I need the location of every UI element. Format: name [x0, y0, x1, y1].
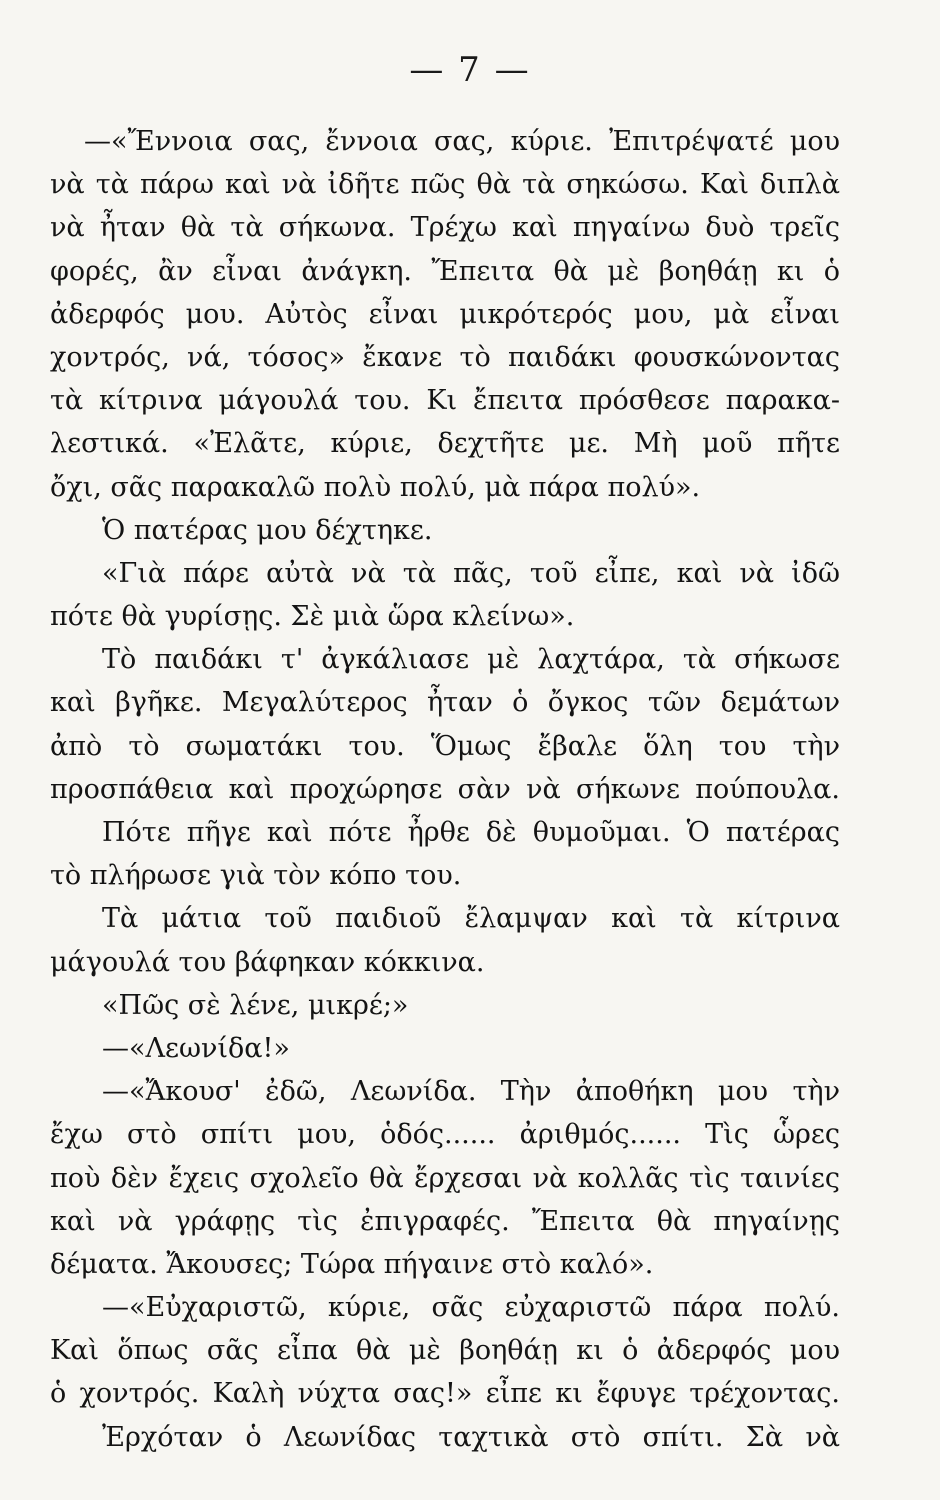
- text-line: λεστικά. «Ἐλᾶτε, κύριε, δεχτῆτε με. Μὴ μοῦ πῆτε: [50, 428, 840, 460]
- text-line: πότε θὰ γυρίσῃς. Σὲ μιὰ ὥρα κλείνω».: [50, 601, 575, 633]
- text-line: δέματα. Ἄκουσες; Τώρα πήγαινε στὸ καλό».: [50, 1248, 654, 1280]
- text-line: Πότε πῆγε καὶ πότε ἦρθε δὲ θυμοῦμαι. Ὁ πατέρας: [102, 817, 840, 848]
- text-line: ποὺ δὲν ἔχεις σχολεῖο θὰ ἔρχεσαι νὰ κολλᾶς τὶς ταινίες: [50, 1162, 840, 1194]
- text-line: Ἐρχόταν ὁ Λεωνίδας ταχτικὰ στὸ σπίτι. Σὰ νὰ: [102, 1421, 840, 1453]
- text-line: ὁ χοντρός. Καλὴ νύχτα σας!» εἶπε κι ἔφυγε τρέχοντας.: [50, 1378, 840, 1410]
- text-line: καὶ βγῆκε. Μεγαλύτερος ἦταν ὁ ὄγκος τῶν δεμάτων: [50, 687, 840, 719]
- text-line: Ὁ πατέρας μου δέχτηκε.: [102, 514, 433, 546]
- text-line: —«Εὐχαριστῶ, κύριε, σᾶς εὐχαριστῶ πάρα πολύ.: [102, 1292, 840, 1324]
- text-line: νὰ ἦταν θὰ τὰ σήκωνα. Τρέχω καὶ πηγαίνω δυὸ τρεῖς: [50, 212, 840, 244]
- text-line: Καὶ ὅπως σᾶς εἶπα θὰ μὲ βοηθάῃ κι ὁ ἀδερφός μου: [50, 1335, 840, 1367]
- text-line: Τὰ μάτια τοῦ παιδιοῦ ἔλαμψαν καὶ τὰ κίτρινα: [102, 903, 840, 935]
- text-line: τὰ κίτρινα μάγουλά του. Κι ἔπειτα πρόσθεσε παρακα-: [50, 385, 840, 417]
- text-line: Τὸ παιδάκι τ' ἀγκάλιασε μὲ λαχτάρα, τὰ σήκωσε: [102, 644, 840, 676]
- text-line: ὄχι, σᾶς παρακαλῶ πολὺ πολύ, μὰ πάρα πολύ».: [50, 471, 701, 503]
- text-line: καὶ νὰ γράφῃς τὶς ἐπιγραφές. Ἔπειτα θὰ πηγαίνῃς: [50, 1205, 840, 1237]
- text-line: ἀδερφός μου. Αὐτὸς εἶναι μικρότερός μου, μὰ εἶναι: [50, 298, 840, 330]
- text-line: —«Ἄκουσ' ἐδῶ, Λεωνίδα. Τὴν ἀποθήκη μου τὴν: [102, 1076, 840, 1108]
- text-line: τὸ πλήρωσε γιὰ τὸν κόπο του.: [50, 860, 462, 892]
- text-line: φορές, ἂν εἶναι ἀνάγκη. Ἔπειτα θὰ μὲ βοηθάῃ κι ὁ: [50, 255, 840, 287]
- page-number: — 7 —: [409, 50, 531, 90]
- text-line: νὰ τὰ πάρω καὶ νὰ ἰδῆτε πῶς θὰ τὰ σηκώσω. Καὶ διπλὰ: [50, 169, 840, 201]
- text-line: προσπάθεια καὶ προχώρησε σὰν νὰ σήκωνε πούπουλα.: [50, 773, 840, 805]
- text-line: «Πῶς σὲ λένε, μικρέ;»: [102, 989, 409, 1021]
- text-line: —«Λεωνίδα!»: [102, 1032, 290, 1064]
- text-line: ἀπὸ τὸ σωματάκι του. Ὅμως ἔβαλε ὅλη του τὴν: [50, 730, 840, 762]
- body-text: [50, 120, 840, 1459]
- text-line: χοντρός, νά, τόσος» ἔκανε τὸ παιδάκι φουσκώνοντας: [50, 341, 840, 373]
- text-line: μάγουλά του βάφηκαν κόκκινα.: [50, 946, 485, 978]
- text-line: «Γιὰ πάρε αὐτὰ νὰ τὰ πᾶς, τοῦ εἶπε, καὶ νὰ ἰδῶ: [102, 557, 840, 589]
- text-line: ἔχω στὸ σπίτι μου, ὁδός...... ἀριθμός...... Τὶς ὧρες: [50, 1119, 840, 1151]
- text-line: —«Ἔννοια σας, ἔννοια σας, κύριε. Ἐπιτρέψατέ μου: [84, 126, 840, 157]
